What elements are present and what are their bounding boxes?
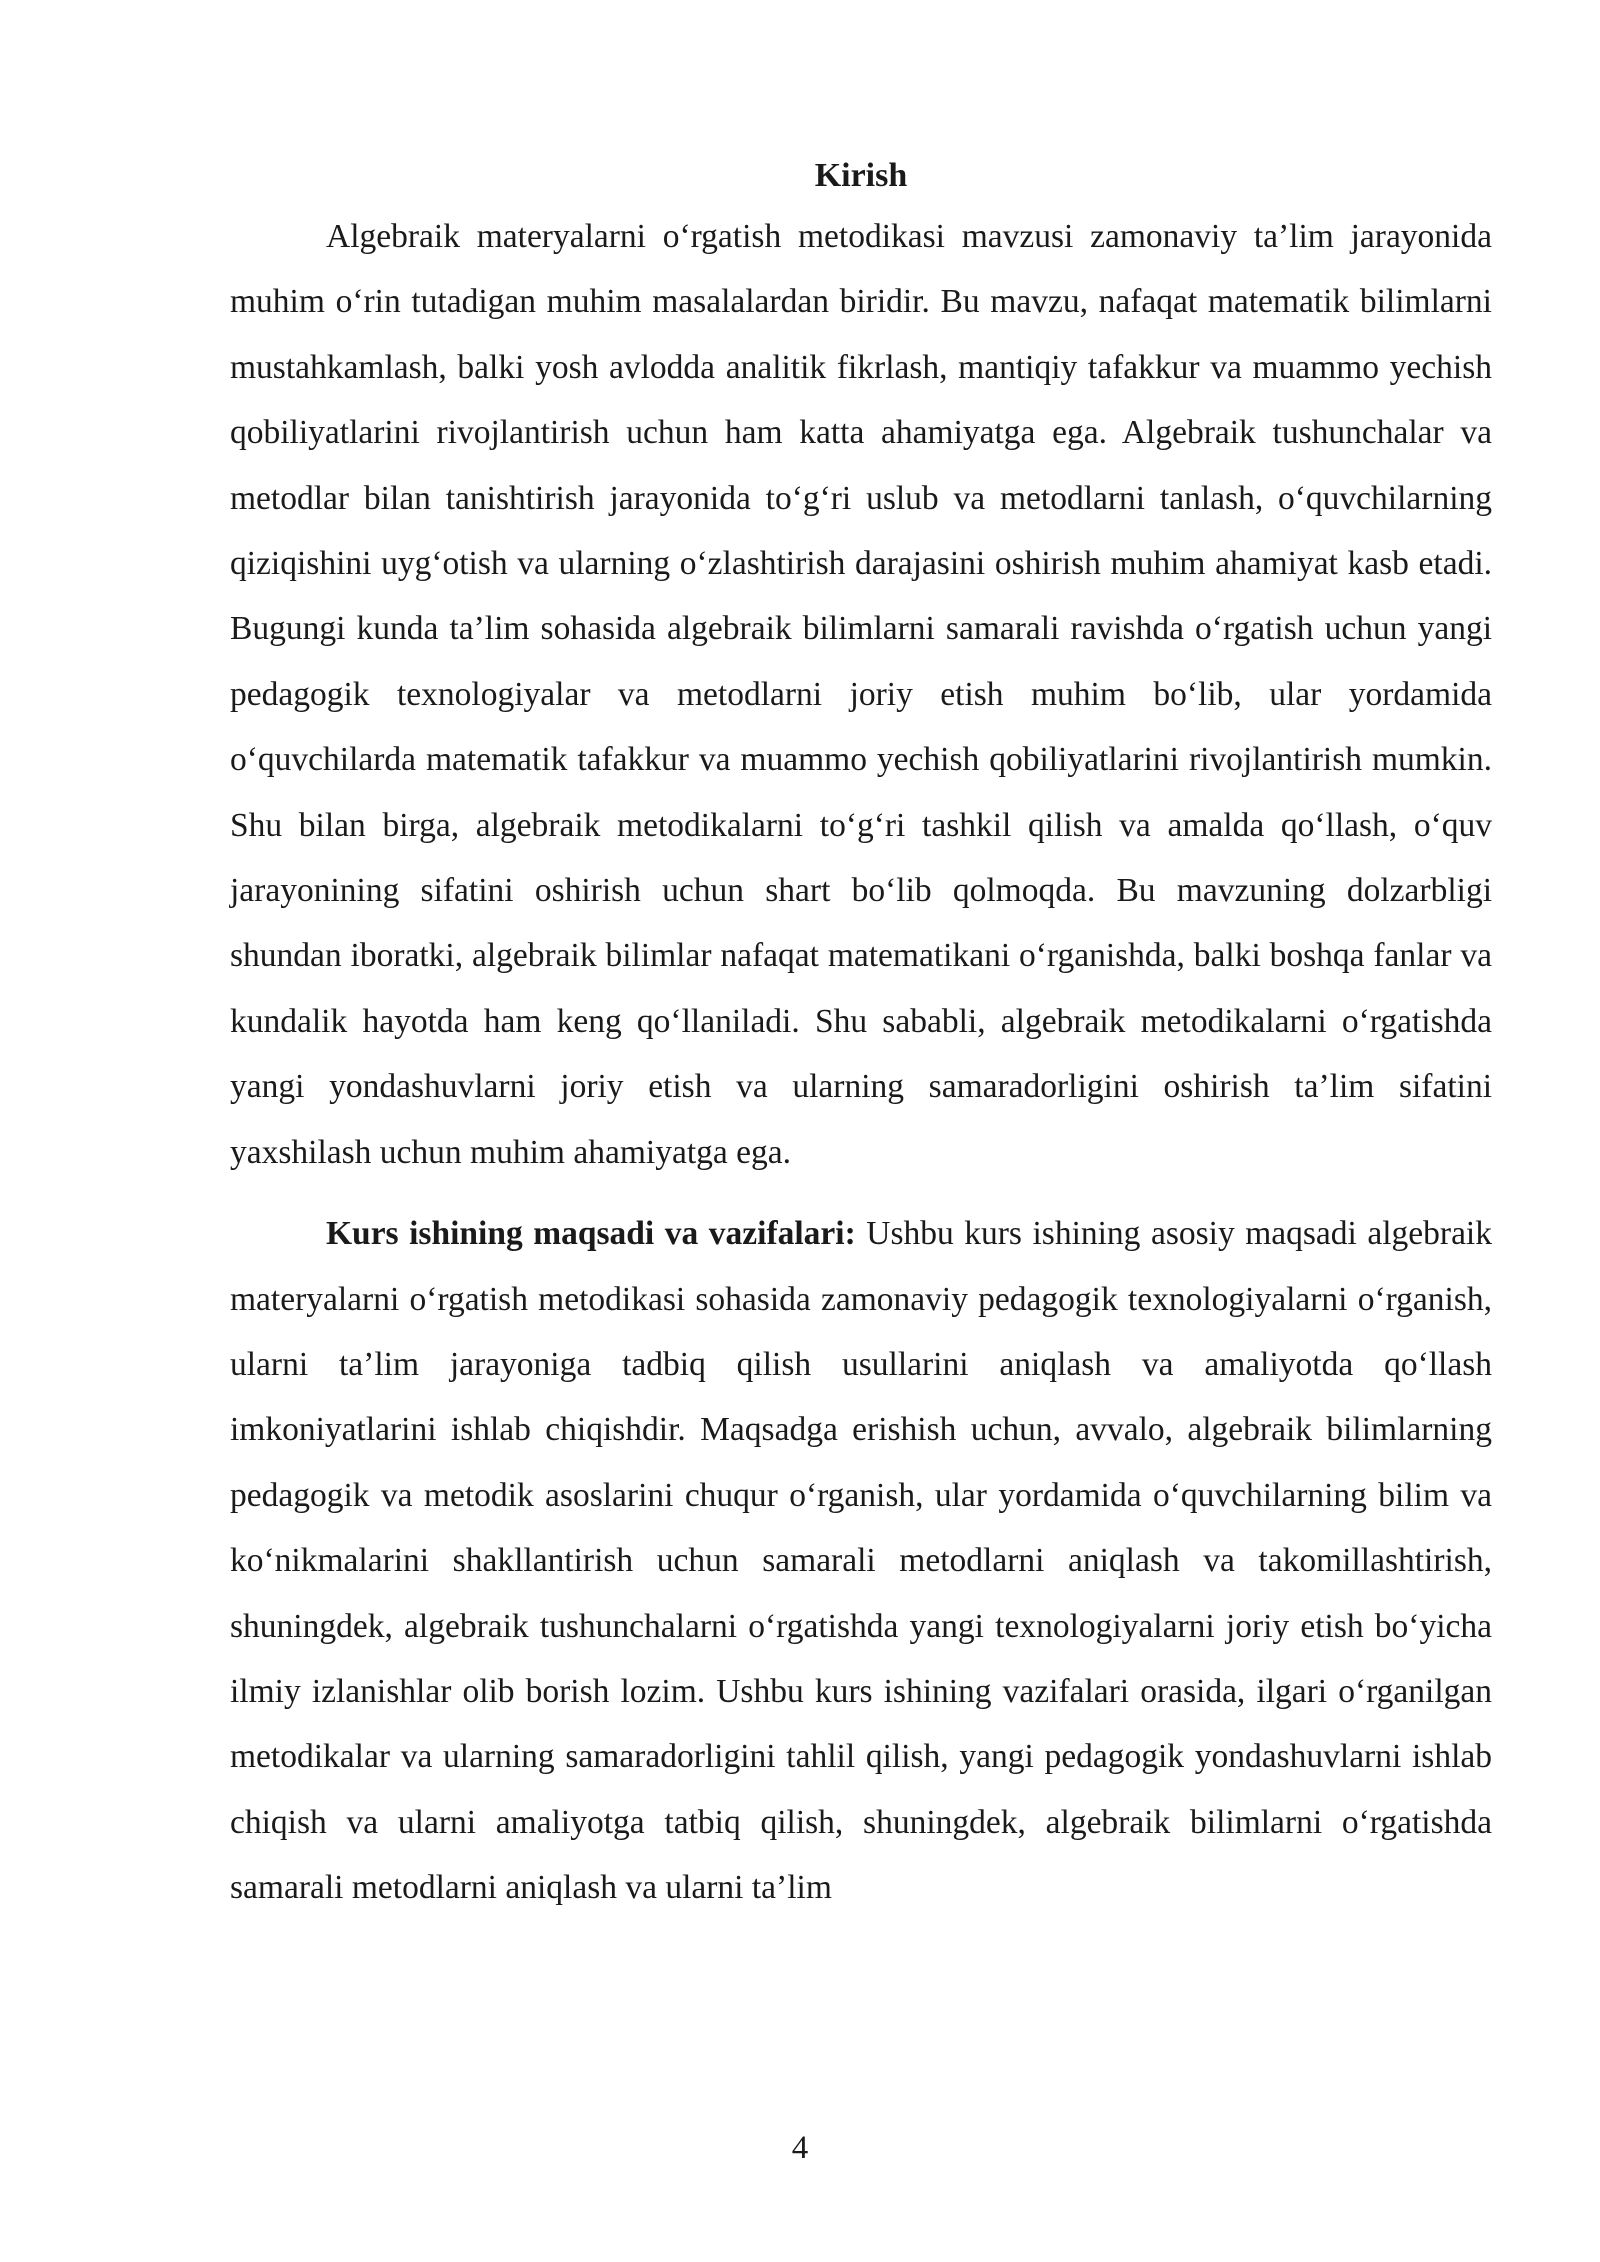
paragraph-text: Algebraik materyalarni o‘rgatish metodikasi mavzusi zamonaviy ta’lim jarayonida muhim o‘rin tutadigan muhim masalalardan biridir. Bu mavzu, nafaqat matematik bilimlarni mustahkamlash, balki yosh avlodda analitik fikrlash, mantiqiy tafakkur va muammo yechish qobiliyatlarini rivojlantirish uchun ham katta ahamiyatga ega. Algebraik tushunchalar va metodlar bilan tanishtirish jarayonida to‘g‘ri uslub va metodlarni tanlash, o‘quvchilarning qiziqishini uyg‘otish va ularning o‘zlashtirish darajasini oshirish muhim ahamiyat kasb etadi. Bugungi kunda ta’lim sohasida algebraik bilimlarni samarali ravishda o‘rgatish uchun yangi pedagogik texnologiyalar va metodlarni joriy etish muhim bo‘lib, ular yordamida o‘quvchilarda matematik tafakkur va muammo yechish qobiliyatlarini rivojlantirish mumkin. Shu bilan birga, algebraik metodikalarni to‘g‘ri tashkil qilish va amalda qo‘llash, o‘quv jarayonining sifatini oshirish uchun shart bo‘lib qolmoqda. Bu mavzuning dolzarbligi shundan iboratki, algebraik bilimlar nafaqat matematikani o‘rganishda, balki boshqa fanlar va kundalik hayotda ham keng qo‘llaniladi. Shu sababli, algebraik metodikalarni o‘rgatishda yangi yondashuvlarni joriy etish va ularning samaradorligini oshirish ta’lim sifatini yaxshilash uchun muhim ahamiyatga ega.: [230, 218, 1492, 1171]
section-heading: Kirish: [814, 157, 908, 194]
page-number: 4: [791, 2130, 809, 2166]
paragraph-introduction: [230, 204, 1492, 1185]
paragraph-goals: [230, 1201, 1492, 1920]
paragraph-lead: Kurs ishining maqsadi va vazifalari:: [326, 1215, 856, 1253]
page-content: [230, 148, 1492, 1921]
paragraph-text: Ushbu kurs ishining asosiy maqsadi algebraik materyalarni o‘rgatish metodikasi sohasida zamonaviy pedagogik texnologiyalarni o‘rganish, ularni ta’lim jarayoniga tadbiq qilish usullarini aniqlash va amaliyotda qo‘llash imkoniyatlarini ishlab chiqishdir. Maqsadga erishish uchun, avvalo, algebraik bilimlarning pedagogik va metodik asoslarini chuqur o‘rganish, ular yordamida o‘quvchilarning bilim va ko‘nikmalarini shakllantirish uchun samarali metodlarni aniqlash va takomillashtirish, shuningdek, algebraik tushunchalarni o‘rgatishda yangi texnologiyalarni joriy etish bo‘yicha ilmiy izlanishlar olib borish lozim. Ushbu kurs ishining vazifalari orasida, ilgari o‘rganilgan metodikalar va ularning samaradorligini tahlil qilish, yangi pedagogik yondashuvlarni ishlab chiqish va ularni amaliyotga tatbiq qilish, shuningdek, algebraik bilimlarni o‘rgatishda samarali metodlarni aniqlash va ularni ta’lim: [230, 1215, 1492, 1907]
